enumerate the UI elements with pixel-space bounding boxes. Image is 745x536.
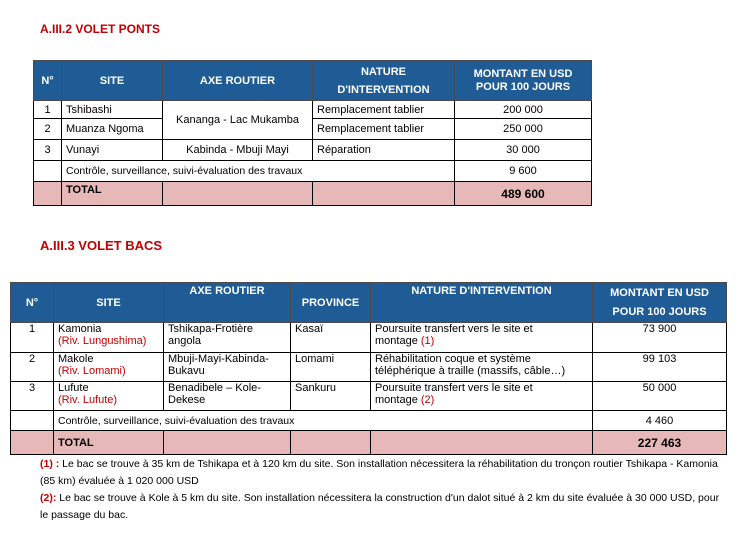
- col-header-axe: AXE ROUTIER: [164, 283, 291, 323]
- site-name: Lufute: [58, 382, 89, 394]
- row-nature: Remplacement tablier: [313, 119, 455, 140]
- axe-line: Bukavu: [168, 365, 205, 377]
- axe-line: angola: [168, 335, 202, 347]
- footnote-ref: (2): [420, 394, 435, 406]
- nature-line: [375, 394, 588, 406]
- row-num: 2: [34, 119, 62, 140]
- row-nature: [371, 353, 593, 382]
- site-name: Makole: [58, 353, 94, 365]
- footnote-1-label: (1) :: [40, 458, 60, 470]
- empty-cell: [11, 411, 54, 431]
- bacs-header-row: [11, 283, 727, 323]
- axe-line: Tshikapa-Frotière: [168, 323, 253, 335]
- footnote-ref: (1): [420, 335, 435, 347]
- row-num: 1: [34, 101, 62, 119]
- controle-row: [34, 161, 592, 182]
- table-row: [11, 323, 727, 353]
- row-montant: 73 900: [593, 323, 727, 353]
- table-row: [34, 101, 592, 119]
- col-header-axe: AXE ROUTIER: [163, 61, 313, 101]
- col-header-province: PROVINCE: [291, 283, 371, 323]
- nature-line: Réhabilitation coque et système: [375, 353, 531, 365]
- site-river: (Riv. Lungushima): [58, 335, 147, 347]
- footnote-1-text: Le bac se trouve à 35 km de Tshikapa et à 120 km du site. Son installation nécessitera la réhabilitation du tronçon routier Tshikapa - Kamonia (85 km) évaluée à 1 020 000 USD: [40, 458, 718, 487]
- nature-line: Poursuite transfert vers le site et: [375, 382, 533, 394]
- empty-cell: [313, 182, 455, 206]
- total-row: [34, 182, 592, 206]
- controle-label: Contrôle, surveillance, suivi-évaluation des travaux: [62, 161, 455, 182]
- row-province: Sankuru: [291, 382, 371, 411]
- row-num: 2: [11, 353, 54, 382]
- footnote-2: [40, 490, 730, 524]
- nature-line: Poursuite transfert vers le site et: [375, 323, 533, 335]
- row-montant: 99 103: [593, 353, 727, 382]
- row-montant: 250 000: [455, 119, 592, 140]
- empty-cell: [34, 182, 62, 206]
- empty-cell: [371, 431, 593, 455]
- row-num: 3: [34, 140, 62, 161]
- row-montant: 50 000: [593, 382, 727, 411]
- footnote-2-text: Le bac se trouve à Kole à 5 km du site. Son installation nécessitera la construction d'un dalot situé à 2 km du site évaluée à 30 000 USD, pour le passage du bac.: [40, 492, 720, 521]
- table-row: [34, 119, 592, 140]
- col-header-num: N°: [34, 61, 62, 101]
- row-axe: [164, 382, 291, 411]
- col-header-nature: NATURE D'INTERVENTION: [371, 283, 593, 323]
- footnotes: [40, 456, 730, 524]
- empty-cell: [164, 431, 291, 455]
- site-river: (Riv. Lufute): [58, 394, 118, 406]
- row-montant: 30 000: [455, 140, 592, 161]
- controle-label: Contrôle, surveillance, suivi-évaluation des travaux: [54, 411, 593, 431]
- axe-line: Benadibele – Kole-: [168, 382, 261, 394]
- row-num: 3: [11, 382, 54, 411]
- col-header-montant: MONTANT EN USD POUR 100 JOURS: [593, 283, 727, 323]
- row-axe: [164, 323, 291, 353]
- table-row: [34, 140, 592, 161]
- row-nature: Remplacement tablier: [313, 101, 455, 119]
- site-river: (Riv. Lomami): [58, 365, 126, 377]
- empty-cell: [291, 431, 371, 455]
- ponts-heading: A.III.2 VOLET PONTS: [40, 22, 161, 36]
- row-axe: [164, 353, 291, 382]
- row-site: Tshibashi: [62, 101, 163, 119]
- table-row: [11, 382, 727, 411]
- row-site: [54, 382, 164, 411]
- nature-line: [375, 335, 588, 347]
- nature-text: montage: [375, 394, 421, 406]
- table-row: [11, 353, 727, 382]
- row-montant: 200 000: [455, 101, 592, 119]
- ponts-table: [33, 60, 592, 206]
- row-axe: Kabinda - Mbuji Mayi: [163, 140, 313, 161]
- controle-montant: 4 460: [593, 411, 727, 431]
- row-site: Vunayi: [62, 140, 163, 161]
- row-num: 1: [11, 323, 54, 353]
- empty-cell: [11, 431, 54, 455]
- total-label: TOTAL: [54, 431, 164, 455]
- axe-line: Mbuji-Mayi-Kabinda-: [168, 353, 269, 365]
- total-row: [11, 431, 727, 455]
- total-montant: 227 463: [593, 431, 727, 455]
- row-province: Kasaï: [291, 323, 371, 353]
- bacs-heading: A.III.3 VOLET BACS: [40, 238, 163, 253]
- empty-cell: [163, 182, 313, 206]
- bacs-table: [10, 282, 727, 455]
- col-header-site: SITE: [62, 61, 163, 101]
- row-site: Muanza Ngoma: [62, 119, 163, 140]
- footnote-2-label: (2):: [40, 492, 57, 504]
- row-axe-shared: Kananga - Lac Mukamba: [163, 101, 313, 140]
- col-header-nature: NATURE D'INTERVENTION: [313, 61, 455, 101]
- col-header-num: N°: [11, 283, 54, 323]
- site-name: Kamonia: [58, 323, 102, 335]
- nature-line: téléphérique à traille (massifs, câble…): [375, 365, 566, 377]
- total-label: TOTAL: [62, 182, 163, 206]
- axe-line: Dekese: [168, 394, 206, 406]
- controle-row: [11, 411, 727, 431]
- nature-text: montage: [375, 335, 421, 347]
- row-nature: Réparation: [313, 140, 455, 161]
- col-header-montant: MONTANT EN USD POUR 100 JOURS: [455, 61, 592, 101]
- row-nature: [371, 382, 593, 411]
- row-province: Lomami: [291, 353, 371, 382]
- footnote-1: [40, 456, 730, 490]
- row-site: [54, 323, 164, 353]
- ponts-header-row: [34, 61, 592, 101]
- empty-cell: [34, 161, 62, 182]
- col-header-site: SITE: [54, 283, 164, 323]
- controle-montant: 9 600: [455, 161, 592, 182]
- total-montant: 489 600: [455, 182, 592, 206]
- row-site: [54, 353, 164, 382]
- row-nature: [371, 323, 593, 353]
